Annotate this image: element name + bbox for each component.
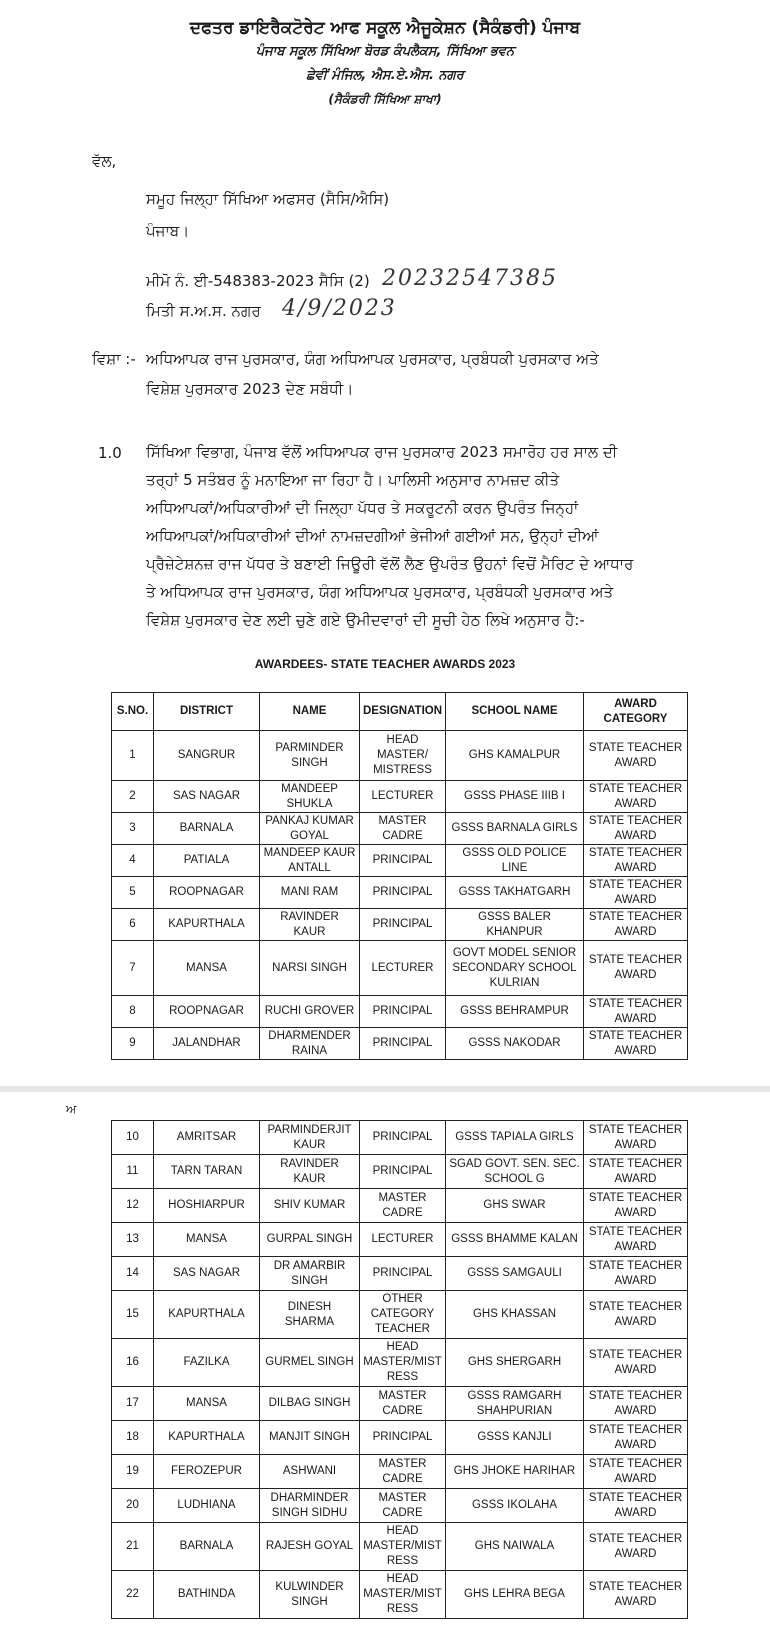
cell-district: MANSA xyxy=(154,1223,260,1257)
cell-sno: 1 xyxy=(112,731,154,781)
cell-sno: 7 xyxy=(112,941,154,996)
cell-award-category: STATE TEACHER AWARD xyxy=(584,909,688,941)
cell-sno: 19 xyxy=(112,1455,154,1489)
table-row xyxy=(112,845,688,877)
header-designation: DESIGNATION xyxy=(360,693,446,731)
cell-sno: 18 xyxy=(112,1421,154,1455)
table-row xyxy=(112,813,688,845)
cell-district: FAZILKA xyxy=(154,1339,260,1387)
table-row xyxy=(112,1291,688,1339)
page-mark: ਅ xyxy=(66,1102,77,1116)
cell-district: SAS NAGAR xyxy=(154,1257,260,1291)
addressee-to: ਵੱਲ, xyxy=(92,152,117,170)
header-award-category: AWARD CATEGORY xyxy=(584,693,688,731)
cell-sno: 16 xyxy=(112,1339,154,1387)
cell-award-category: STATE TEACHER AWARD xyxy=(584,1121,688,1155)
cell-school-name: GSSS BALER KHANPUR xyxy=(446,909,584,941)
cell-designation: LECTURER xyxy=(360,1223,446,1257)
table-header-row xyxy=(112,693,688,731)
cell-award-category: STATE TEACHER AWARD xyxy=(584,1421,688,1455)
table-row xyxy=(112,1387,688,1421)
cell-name: DHARMENDER RAINA xyxy=(260,1028,360,1060)
cell-sno: 15 xyxy=(112,1291,154,1339)
table-row xyxy=(112,1121,688,1155)
cell-name: DINESH SHARMA xyxy=(260,1291,360,1339)
cell-district: BARNALA xyxy=(154,1523,260,1571)
cell-district: MANSA xyxy=(154,1387,260,1421)
office-branch: (ਸੈਕੰਡਰੀ ਸਿੱਖਿਆ ਸ਼ਾਖਾ) xyxy=(328,92,442,106)
cell-designation: MASTER CADRE xyxy=(360,1189,446,1223)
cell-district: MANSA xyxy=(154,941,260,996)
cell-name: RAVINDER KAUR xyxy=(260,1155,360,1189)
paragraph-line: ਪ੍ਰੈਜ਼ੇਟੇਸ਼ਨਜ਼ ਰਾਜ ਪੱਧਰ ਤੇ ਬਣਾਈ ਜਿਊਰੀ ਵੱਲੋਂ ਲੈਣ ਉਪਰੰਤ ਉਹਨਾਂ ਵਿਚੋਂ ਮੈਰਿਟ ਦੇ ਆਧਾਰ xyxy=(146,555,634,573)
cell-district: JALANDHAR xyxy=(154,1028,260,1060)
memo-number: ਮੀਮੋ ਨੰ. ਈ-548383-2023 ਸੈਸਿ (2) xyxy=(146,272,370,290)
cell-award-category: STATE TEACHER AWARD xyxy=(584,1291,688,1339)
cell-award-category: STATE TEACHER AWARD xyxy=(584,845,688,877)
cell-award-category: STATE TEACHER AWARD xyxy=(584,996,688,1028)
cell-district: BARNALA xyxy=(154,813,260,845)
cell-name: MANJIT SINGH xyxy=(260,1421,360,1455)
table-row xyxy=(112,877,688,909)
table-row xyxy=(112,1571,688,1619)
cell-designation: MASTER CADRE xyxy=(360,813,446,845)
cell-designation: PRINCIPAL xyxy=(360,996,446,1028)
cell-sno: 14 xyxy=(112,1257,154,1291)
cell-award-category: STATE TEACHER AWARD xyxy=(584,1223,688,1257)
cell-award-category: STATE TEACHER AWARD xyxy=(584,731,688,781)
cell-district: PATIALA xyxy=(154,845,260,877)
cell-school-name: SGAD GOVT. SEN. SEC. SCHOOL G xyxy=(446,1155,584,1189)
paragraph-line: ਅਧਿਆਪਕਾਂ/ਅਧਿਕਾਰੀਆਂ ਦੀ ਜਿਲ੍ਹਾ ਪੱਧਰ ਤੇ ਸਕਰੂਟਨੀ ਕਰਨ ਉਪਰੰਤ ਜਿਨ੍ਹਾਂ xyxy=(146,499,579,517)
cell-designation: HEAD MASTER/ MISTRESS xyxy=(360,731,446,781)
paragraph-number: 1.0 xyxy=(98,444,122,462)
office-title: ਦਫਤਰ ਡਾਇਰੈਕਟੋਰੇਟ ਆਫ ਸਕੂਲ ਐਜੂਕੇਸ਼ਨ (ਸੈਕੰਡਰੀ) ਪੰਜਾਬ xyxy=(189,18,581,38)
cell-district: KAPURTHALA xyxy=(154,1291,260,1339)
cell-designation: HEAD MASTER/MIST RESS xyxy=(360,1523,446,1571)
table-row xyxy=(112,1421,688,1455)
cell-school-name: GHS KHASSAN xyxy=(446,1291,584,1339)
cell-school-name: GHS KAMALPUR xyxy=(446,731,584,781)
cell-district: SANGRUR xyxy=(154,731,260,781)
cell-school-name: GHS JHOKE HARIHAR xyxy=(446,1455,584,1489)
paragraph-line: ਅਧਿਆਪਕਾਂ/ਅਧਿਕਾਰੀਆਂ ਦੀਆਂ ਨਾਮਜ਼ਦਗੀਆਂ ਭੇਜੀਆਂ ਗਈਆਂ ਸਨ, ਉਨ੍ਹਾਂ ਦੀਆਂ xyxy=(146,527,599,545)
awardees-table-page-1 xyxy=(111,692,688,1060)
cell-sno: 21 xyxy=(112,1523,154,1571)
cell-sno: 22 xyxy=(112,1571,154,1619)
table-row xyxy=(112,1523,688,1571)
cell-name: RAJESH GOYAL xyxy=(260,1523,360,1571)
office-address-line-1: ਪੰਜਾਬ ਸਕੂਲ ਸਿੱਖਿਆ ਬੋਰਡ ਕੰਪਲੈਕਸ, ਸਿੱਖਿਆ ਭਵਨ xyxy=(255,44,515,59)
cell-district: ROOPNAGAR xyxy=(154,877,260,909)
cell-sno: 20 xyxy=(112,1489,154,1523)
table-row xyxy=(112,1455,688,1489)
cell-school-name: GHS SWAR xyxy=(446,1189,584,1223)
cell-sno: 4 xyxy=(112,845,154,877)
table-row xyxy=(112,731,688,781)
memo-date-label: ਮਿਤੀ ਸ.ਅ.ਸ. ਨਗਰ xyxy=(146,302,261,320)
cell-award-category: STATE TEACHER AWARD xyxy=(584,1028,688,1060)
cell-designation: OTHER CATEGORY TEACHER xyxy=(360,1291,446,1339)
table-row xyxy=(112,996,688,1028)
cell-district: LUDHIANA xyxy=(154,1489,260,1523)
cell-name: NARSI SINGH xyxy=(260,941,360,996)
paragraph-line: ਤਰ੍ਹਾਂ 5 ਸਤੰਬਰ ਨੂੰ ਮਨਾਇਆ ਜਾ ਰਿਹਾ ਹੈ। ਪਾਲਿਸੀ ਅਨੁਸਾਰ ਨਾਮਜ਼ਦ ਕੀਤੇ xyxy=(146,471,560,489)
cell-designation: PRINCIPAL xyxy=(360,1121,446,1155)
cell-sno: 9 xyxy=(112,1028,154,1060)
table-row xyxy=(112,1489,688,1523)
cell-school-name: GSSS KANJLI xyxy=(446,1421,584,1455)
cell-name: SHIV KUMAR xyxy=(260,1189,360,1223)
cell-award-category: STATE TEACHER AWARD xyxy=(584,941,688,996)
cell-school-name: GSSS RAMGARH SHAHPURIAN xyxy=(446,1387,584,1421)
cell-district: BATHINDA xyxy=(154,1571,260,1619)
cell-sno: 6 xyxy=(112,909,154,941)
cell-district: KAPURTHALA xyxy=(154,1421,260,1455)
cell-name: KULWINDER SINGH xyxy=(260,1571,360,1619)
cell-award-category: STATE TEACHER AWARD xyxy=(584,1571,688,1619)
cell-school-name: GOVT MODEL SENIOR SECONDARY SCHOOL KULRIAN xyxy=(446,941,584,996)
cell-district: KAPURTHALA xyxy=(154,909,260,941)
header-school-name: SCHOOL NAME xyxy=(446,693,584,731)
table-row xyxy=(112,1257,688,1291)
cell-sno: 11 xyxy=(112,1155,154,1189)
cell-award-category: STATE TEACHER AWARD xyxy=(584,1489,688,1523)
cell-name: DHARMINDER SINGH SIDHU xyxy=(260,1489,360,1523)
cell-sno: 12 xyxy=(112,1189,154,1223)
cell-district: SAS NAGAR xyxy=(154,781,260,813)
table-row xyxy=(112,1339,688,1387)
cell-name: RAVINDER KAUR xyxy=(260,909,360,941)
table-row xyxy=(112,781,688,813)
cell-sno: 13 xyxy=(112,1223,154,1257)
table-row xyxy=(112,1028,688,1060)
cell-designation: PRINCIPAL xyxy=(360,845,446,877)
cell-award-category: STATE TEACHER AWARD xyxy=(584,1455,688,1489)
cell-district: HOSHIARPUR xyxy=(154,1189,260,1223)
cell-designation: PRINCIPAL xyxy=(360,877,446,909)
cell-name: PANKAJ KUMAR GOYAL xyxy=(260,813,360,845)
paragraph-line: ਵਿਸ਼ੇਸ਼ ਪੁਰਸਕਾਰ ਦੇਣ ਲਈ ਚੁਣੇ ਗਏ ਉਮੀਦਵਾਰਾਂ ਦੀ ਸੂਚੀ ਹੇਠ ਲਿਖੇ ਅਨੁਸਾਰ ਹੈ:- xyxy=(146,611,585,629)
cell-name: DR AMARBIR SINGH xyxy=(260,1257,360,1291)
cell-name: RUCHI GROVER xyxy=(260,996,360,1028)
cell-school-name: GHS LEHRA BEGA xyxy=(446,1571,584,1619)
cell-award-category: STATE TEACHER AWARD xyxy=(584,877,688,909)
cell-award-category: STATE TEACHER AWARD xyxy=(584,1523,688,1571)
cell-school-name: GSSS TAKHATGARH xyxy=(446,877,584,909)
header-sno: S.NO. xyxy=(112,693,154,731)
cell-name: GURMEL SINGH xyxy=(260,1339,360,1387)
cell-district: AMRITSAR xyxy=(154,1121,260,1155)
cell-award-category: STATE TEACHER AWARD xyxy=(584,781,688,813)
cell-designation: PRINCIPAL xyxy=(360,1257,446,1291)
cell-school-name: GSSS SAMGAULI xyxy=(446,1257,584,1291)
cell-sno: 10 xyxy=(112,1121,154,1155)
cell-school-name: GSSS NAKODAR xyxy=(446,1028,584,1060)
cell-award-category: STATE TEACHER AWARD xyxy=(584,1387,688,1421)
cell-designation: MASTER CADRE xyxy=(360,1387,446,1421)
table-row xyxy=(112,1189,688,1223)
paragraph-line: ਸਿੱਖਿਆ ਵਿਭਾਗ, ਪੰਜਾਬ ਵੱਲੋਂ ਅਧਿਆਪਕ ਰਾਜ ਪੁਰਸਕਾਰ 2023 ਸਮਾਰੋਹ ਹਰ ਸਾਲ ਦੀ xyxy=(146,443,618,461)
cell-designation: PRINCIPAL xyxy=(360,1155,446,1189)
cell-designation: MASTER CADRE xyxy=(360,1455,446,1489)
office-address-line-2: ਛੇਵੀਂ ਮੰਜਿਲ, ਐਸ.ਏ.ਐਸ. ਨਗਰ xyxy=(306,68,464,83)
cell-designation: LECTURER xyxy=(360,781,446,813)
table-row xyxy=(112,1155,688,1189)
cell-award-category: STATE TEACHER AWARD xyxy=(584,813,688,845)
cell-sno: 3 xyxy=(112,813,154,845)
cell-school-name: GSSS OLD POLICE LINE xyxy=(446,845,584,877)
cell-award-category: STATE TEACHER AWARD xyxy=(584,1155,688,1189)
cell-school-name: GHS SHERGARH xyxy=(446,1339,584,1387)
cell-school-name: GHS NAIWALA xyxy=(446,1523,584,1571)
cell-designation: PRINCIPAL xyxy=(360,1421,446,1455)
header-name: NAME xyxy=(260,693,360,731)
addressee-line-2: ਪੰਜਾਬ। xyxy=(146,222,190,240)
cell-award-category: STATE TEACHER AWARD xyxy=(584,1189,688,1223)
cell-district: FEROZEPUR xyxy=(154,1455,260,1489)
table-body-page-2 xyxy=(112,1121,688,1619)
table-row xyxy=(112,909,688,941)
cell-school-name: GSSS PHASE IIIB I xyxy=(446,781,584,813)
handwritten-date: 4/9/2023 xyxy=(282,296,397,321)
cell-name: GURPAL SINGH xyxy=(260,1223,360,1257)
cell-designation: HEAD MASTER/MIST RESS xyxy=(360,1571,446,1619)
cell-award-category: STATE TEACHER AWARD xyxy=(584,1257,688,1291)
cell-sno: 8 xyxy=(112,996,154,1028)
cell-award-category: STATE TEACHER AWARD xyxy=(584,1339,688,1387)
cell-name: DILBAG SINGH xyxy=(260,1387,360,1421)
cell-name: ASHWANI xyxy=(260,1455,360,1489)
table-row xyxy=(112,941,688,996)
cell-school-name: GSSS BHAMME KALAN xyxy=(446,1223,584,1257)
paragraph-body xyxy=(146,438,660,634)
cell-designation: PRINCIPAL xyxy=(360,1028,446,1060)
cell-school-name: GSSS BEHRAMPUR xyxy=(446,996,584,1028)
table-row xyxy=(112,1223,688,1257)
cell-name: MANDEEP KAUR ANTALL xyxy=(260,845,360,877)
cell-designation: HEAD MASTER/MIST RESS xyxy=(360,1339,446,1387)
cell-school-name: GSSS TAPIALA GIRLS xyxy=(446,1121,584,1155)
cell-name: MANI RAM xyxy=(260,877,360,909)
header-district: DISTRICT xyxy=(154,693,260,731)
cell-name: PARMINDER SINGH xyxy=(260,731,360,781)
paragraph-line: ਤੇ ਅਧਿਆਪਕ ਰਾਜ ਪੁਰਸਕਾਰ, ਯੰਗ ਅਧਿਆਪਕ ਪੁਰਸਕਾਰ, ਪ੍ਰਬੰਧਕੀ ਪੁਰਸਕਾਰ ਅਤੇ xyxy=(146,583,614,601)
subject-line-2: ਵਿਸ਼ੇਸ਼ ਪੁਰਸਕਾਰ 2023 ਦੇਣ ਸਬੰਧੀ। xyxy=(146,380,354,398)
cell-district: TARN TARAN xyxy=(154,1155,260,1189)
cell-designation: LECTURER xyxy=(360,941,446,996)
cell-designation: MASTER CADRE xyxy=(360,1489,446,1523)
table-body-page-1 xyxy=(112,731,688,1060)
cell-name: MANDEEP SHUKLA xyxy=(260,781,360,813)
addressee-line-1: ਸਮੂਹ ਜਿਲ੍ਹਾ ਸਿੱਖਿਆ ਅਫਸਰ (ਸੈਸਿ/ਐਸਿ) xyxy=(146,190,390,208)
cell-name: PARMINDERJIT KAUR xyxy=(260,1121,360,1155)
cell-school-name: GSSS IKOLAHA xyxy=(446,1489,584,1523)
cell-sno: 17 xyxy=(112,1387,154,1421)
cell-district: ROOPNAGAR xyxy=(154,996,260,1028)
cell-sno: 2 xyxy=(112,781,154,813)
cell-school-name: GSSS BARNALA GIRLS xyxy=(446,813,584,845)
table-title: AWARDEES- STATE TEACHER AWARDS 2023 xyxy=(254,657,516,671)
subject-line-1: ਅਧਿਆਪਕ ਰਾਜ ਪੁਰਸਕਾਰ, ਯੰਗ ਅਧਿਆਪਕ ਪੁਰਸਕਾਰ, ਪ੍ਰਬੰਧਕੀ ਪੁਰਸਕਾਰ ਅਤੇ xyxy=(146,350,599,368)
cell-designation: PRINCIPAL xyxy=(360,909,446,941)
handwritten-memo-number: 20232547385 xyxy=(382,266,558,291)
awardees-table-page-2 xyxy=(111,1120,688,1619)
subject-label: ਵਿਸ਼ਾ :- xyxy=(92,350,136,368)
cell-sno: 5 xyxy=(112,877,154,909)
